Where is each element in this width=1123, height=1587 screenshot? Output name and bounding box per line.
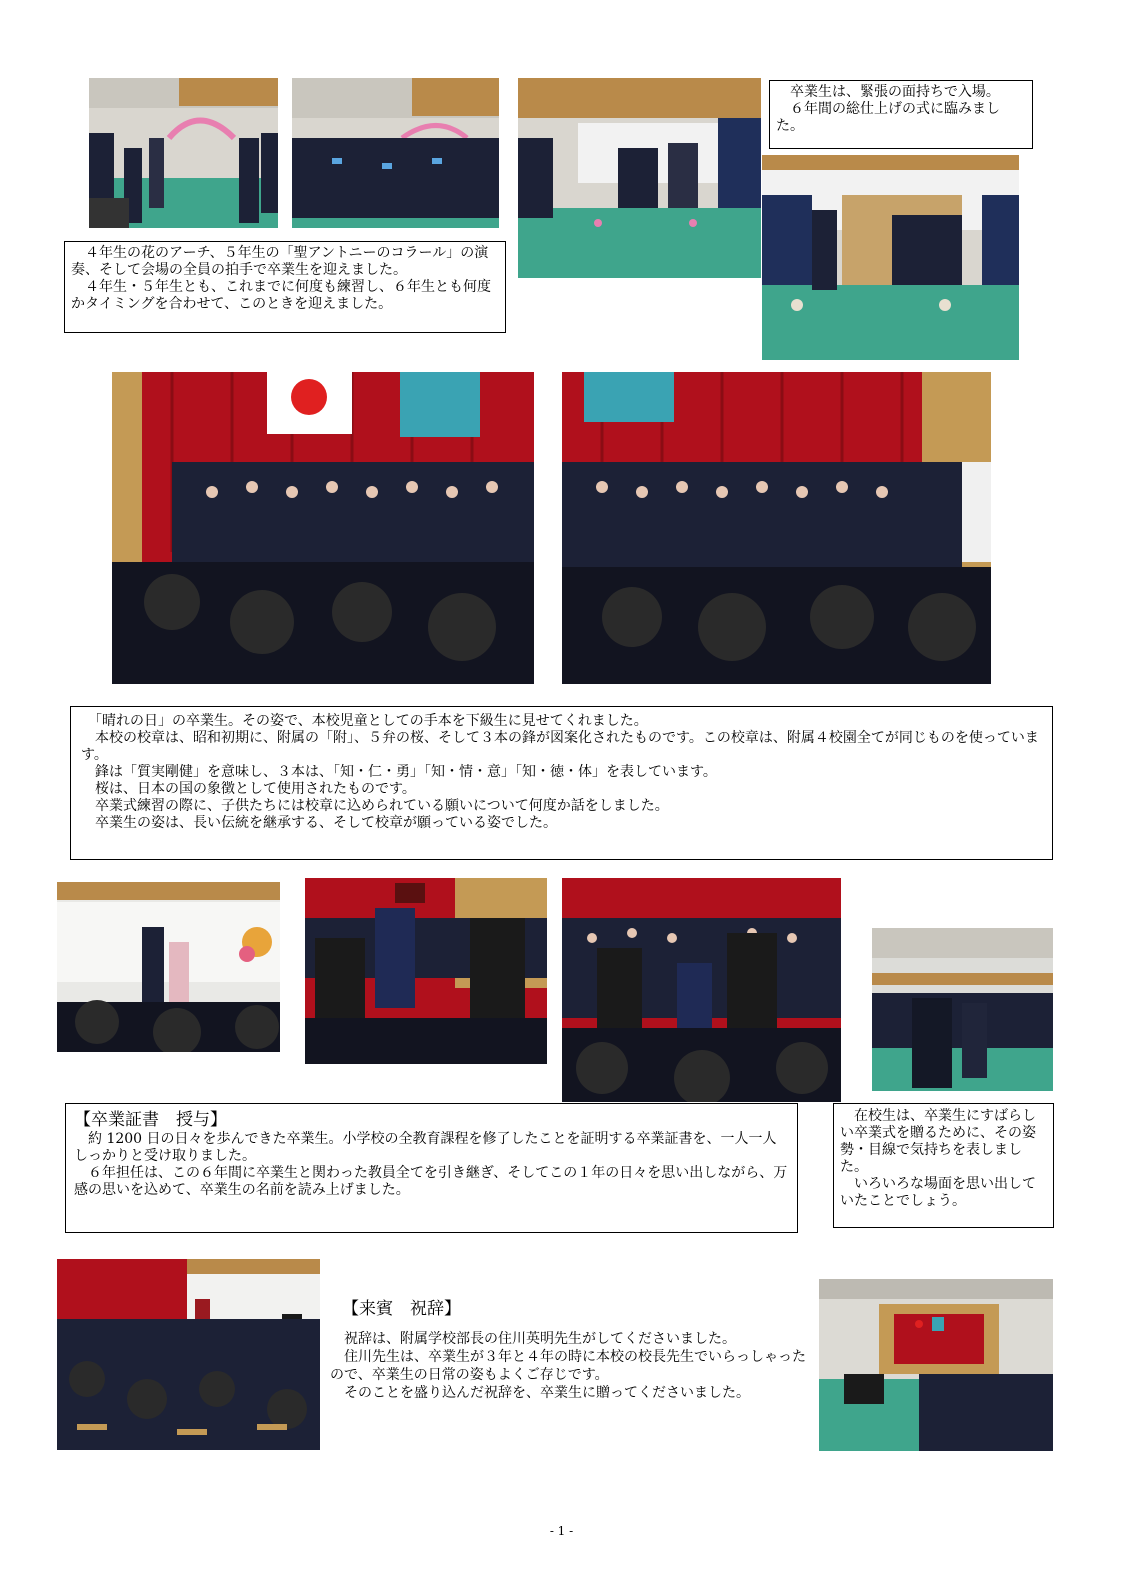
photo-entrance-door (762, 155, 1019, 360)
caption-arch-line-2: ４年生・５年生とも、これまでに何度も練習し、６年生とも何度かタイミングを合わせて、このときを迎えました。 (71, 279, 491, 312)
caption-arch (64, 241, 506, 333)
caption-students-line-1: 在校生は、卒業生にすばらしい卒業式を贈るために、その姿勢・目線で気持ちを表しました。 (840, 1108, 1036, 1175)
caption-emblem-line-2: 本校の校章は、昭和初期に、附属の「附」、５弁の桜、そして３本の鋒が図案化されたものです。この校章は、附属４校園全てが同じものを使っています。 (81, 730, 1039, 763)
page-number: - 1 - (549, 1524, 574, 1538)
caption-diploma-line-1: 約 1200 日の日々を歩んできた卒業生。小学校の全教育課程を修了したことを証明する卒業証書を、一人一人しっかりと受け取りました。 (74, 1131, 777, 1164)
caption-arch-line-1: ４年生の花のアーチ、５年生の「聖アントニーのコラール」の演奏、そして会場の全員の拍手で卒業生を迎えました。 (71, 245, 489, 278)
photo-diploma-presentation (562, 878, 841, 1102)
photo-graduates-stage-left (112, 372, 534, 684)
photo-guest-speech (57, 1259, 320, 1450)
guest-section (330, 1298, 816, 1402)
photo-diploma-raise (305, 878, 547, 1064)
caption-entrance-line-1: 卒業生は、緊張の面持ちで入場。 (776, 84, 1000, 100)
caption-entrance (769, 80, 1033, 149)
caption-emblem-line-1: 「晴れの日」の卒業生。その姿で、本校児童としての手本を下級生に見せてくれました。 (81, 713, 648, 729)
caption-students (833, 1103, 1054, 1228)
photo-entrance-wide (518, 78, 761, 278)
caption-diploma (65, 1103, 798, 1233)
guest-heading: 【来賓 祝辞】 (342, 1299, 461, 1319)
photo-principal-podium (57, 882, 280, 1052)
caption-emblem-line-6: 卒業生の姿は、長い伝統を継承する、そして校章が願っている姿でした。 (81, 815, 557, 831)
guest-line-2: 住川先生は、卒業生が３年と４年の時に本校の校長先生でいらっしゃったので、卒業生の日常の姿もよくご存じです。 (330, 1349, 806, 1383)
caption-emblem (70, 706, 1053, 860)
photo-band-performance (292, 78, 499, 228)
caption-diploma-line-2: ６年担任は、この６年間に卒業生と関わった教員全てを引き継ぎ、そしてこの１年の日々を思い出しながら、万感の思いを込めて、卒業生の名前を読み上げました。 (74, 1165, 788, 1198)
photo-hall-overview (819, 1279, 1053, 1451)
photo-graduates-stage-right (562, 372, 991, 684)
guest-line-3: そのことを盛り込んだ祝辞を、卒業生に贈ってくださいました。 (330, 1385, 750, 1401)
photo-students-seated (872, 928, 1053, 1091)
caption-emblem-line-3: 鋒は「質実剛健」を意味し、３本は、「知・仁・勇」「知・情・意」「知・徳・体」を表しています。 (81, 764, 717, 780)
caption-students-line-2: いろいろな場面を思い出していたことでしょう。 (840, 1176, 1036, 1209)
caption-entrance-line-2: ６年間の総仕上げの式に臨みました。 (776, 101, 1000, 134)
diploma-heading: 【卒業証書 授与】 (74, 1110, 227, 1130)
photo-flower-arch (89, 78, 278, 228)
caption-emblem-line-5: 卒業式練習の際に、子供たちには校章に込められている願いについて何度か話をしました。 (81, 798, 669, 814)
guest-line-1: 祝辞は、附属学校部長の住川英明先生がしてくださいました。 (330, 1331, 736, 1347)
caption-emblem-line-4: 桜は、日本の国の象徴として使用されたものです。 (81, 781, 416, 797)
